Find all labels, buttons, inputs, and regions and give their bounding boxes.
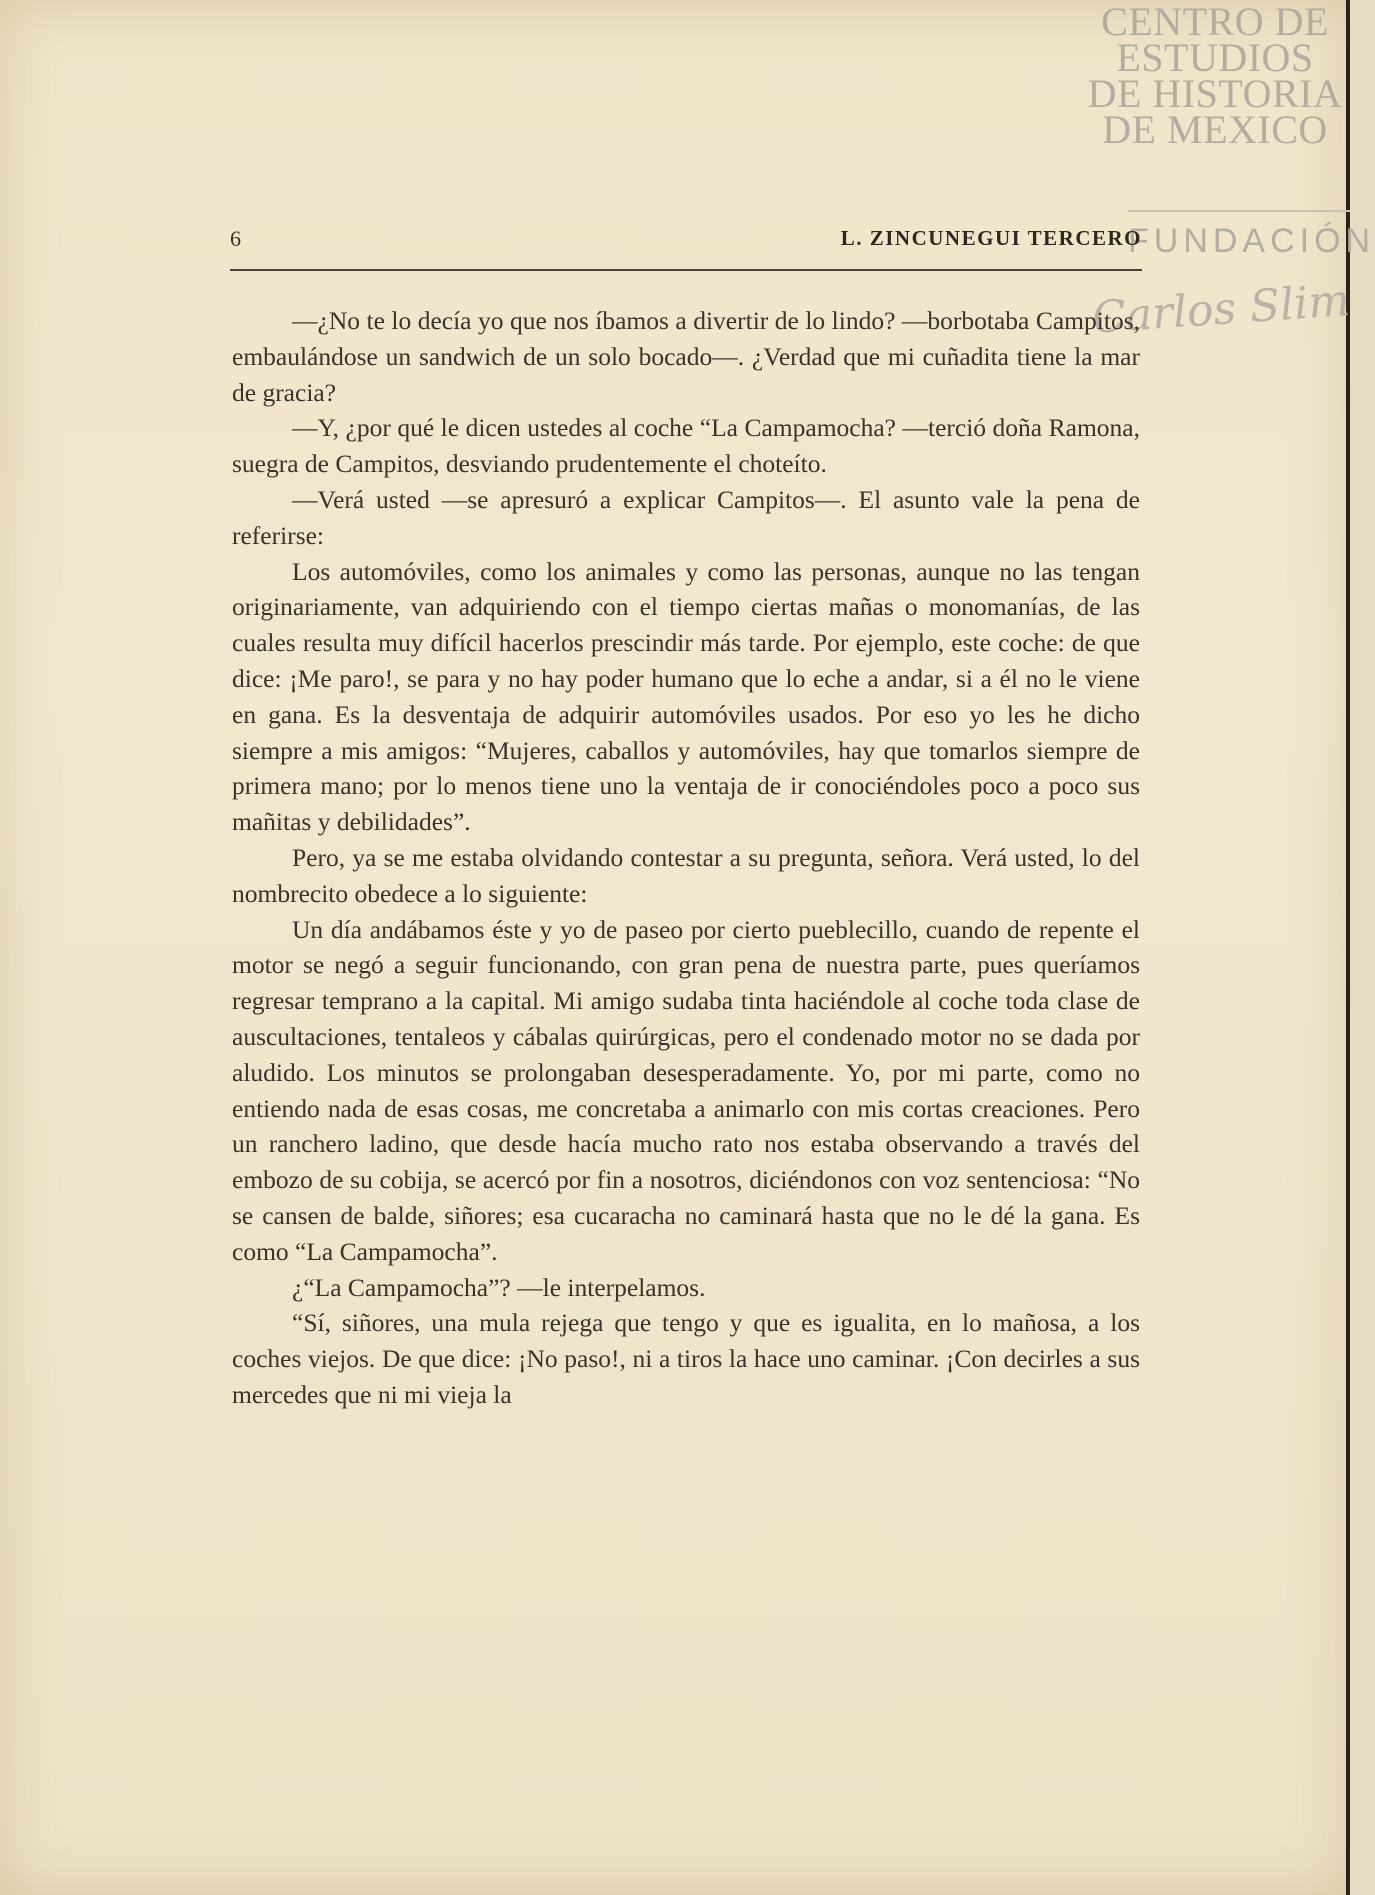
- watermark-signature: Carlos Slim: [1090, 274, 1352, 344]
- running-head: L. ZINCUNEGUI TERCERO: [840, 226, 1142, 250]
- page-number: 6: [230, 226, 241, 251]
- watermark-line-2: ESTUDIOS: [1116, 35, 1314, 80]
- paragraph-4: Los automóviles, como los animales y como las personas, aunque no las tengan originariamente, van adquiriendo con el tiempo ciertas mañas o monomanías, de las cuales resulta muy difícil hacerlos prescindir más tarde. Por ejemplo, este coche: de que dice: ¡Me paro!, se para y no hay poder humano que lo eche a andar, si a él no le viene en gana. Es la desventaja de adquirir automóviles usados. Por eso yo les he dicho siempre a mis amigos: “Mujeres, caballos y automóviles, hay que tomarlos siempre de primera mano; por lo menos tiene uno la ventaja de ir conociéndoles poco a poco sus mañitas y debilidades”.: [232, 556, 1140, 837]
- header-rule: [230, 269, 1142, 271]
- archive-watermark: [1080, 0, 1350, 152]
- watermark-line-1: CENTRO DE: [1101, 0, 1329, 44]
- paragraph-2: —Y, ¿por qué le dicen ustedes al coche “La Campamocha? —terció doña Ramona, suegra de Campitos, desviando prudentemente el choteíto.: [232, 413, 1140, 479]
- watermark-line-4: DE MEXICO: [1102, 107, 1328, 152]
- paragraph-3: —Verá usted —se apresuró a explicar Campitos—. El asunto vale la pena de referirse:: [232, 484, 1140, 550]
- watermark-line-3: DE HISTORIA: [1087, 71, 1343, 116]
- paragraph-6: Un día andábamos éste y yo de paseo por cierto pueblecillo, cuando de repente el motor se negó a seguir funcionando, con gran pena de nuestra parte, pues queríamos regresar temprano a la capital. Mi amigo sudaba tinta haciéndole al coche toda clase de auscultaciones, tentaleos y cábalas quirúrgicas, pero el condenado motor no se dada por aludido. Los minutos se prolongaban desesperadamente. Yo, por mi parte, como no entiendo nada de esas cosas, me concretaba a animarlo con mis cortas creaciones. Pero un ranchero ladino, que desde hacía mucho rato nos estaba observando a través del embozo de su cobija, se acercó por fin a nosotros, diciéndonos con voz sentenciosa: “No se cansen de balde, siñores; esa cucaracha no caminará hasta que no le dé la gana. Es como “La Campamocha”.: [232, 914, 1140, 1266]
- watermark-rule: [1128, 210, 1350, 212]
- paragraph-8: “Sí, siñores, una mula rejega que tengo y que es igualita, en lo mañosa, a los coches viejos. De que dice: ¡No paso!, ni a tiros la hace uno caminar. ¡Con decirles a sus mercedes que ni mi vieja la: [232, 1308, 1140, 1409]
- body-text: [232, 303, 1140, 1413]
- paragraph-5: Pero, ya se me estaba olvidando contestar a su pregunta, señora. Verá usted, lo del nombrecito obedece a lo siguiente:: [232, 842, 1140, 908]
- paragraph-1: —¿No te lo decía yo que nos íbamos a divertir de lo lindo? —borbotaba Campitos, embaulándose un sandwich de un solo bocado—. ¿Verdad que mi cuñadita tiene la mar de gracia?: [232, 306, 1140, 407]
- paragraph-7: ¿“La Campamocha”? —le interpelamos.: [292, 1272, 706, 1302]
- page-header: [230, 226, 1142, 262]
- watermark-foundation: FUNDACIÓN: [1128, 222, 1375, 260]
